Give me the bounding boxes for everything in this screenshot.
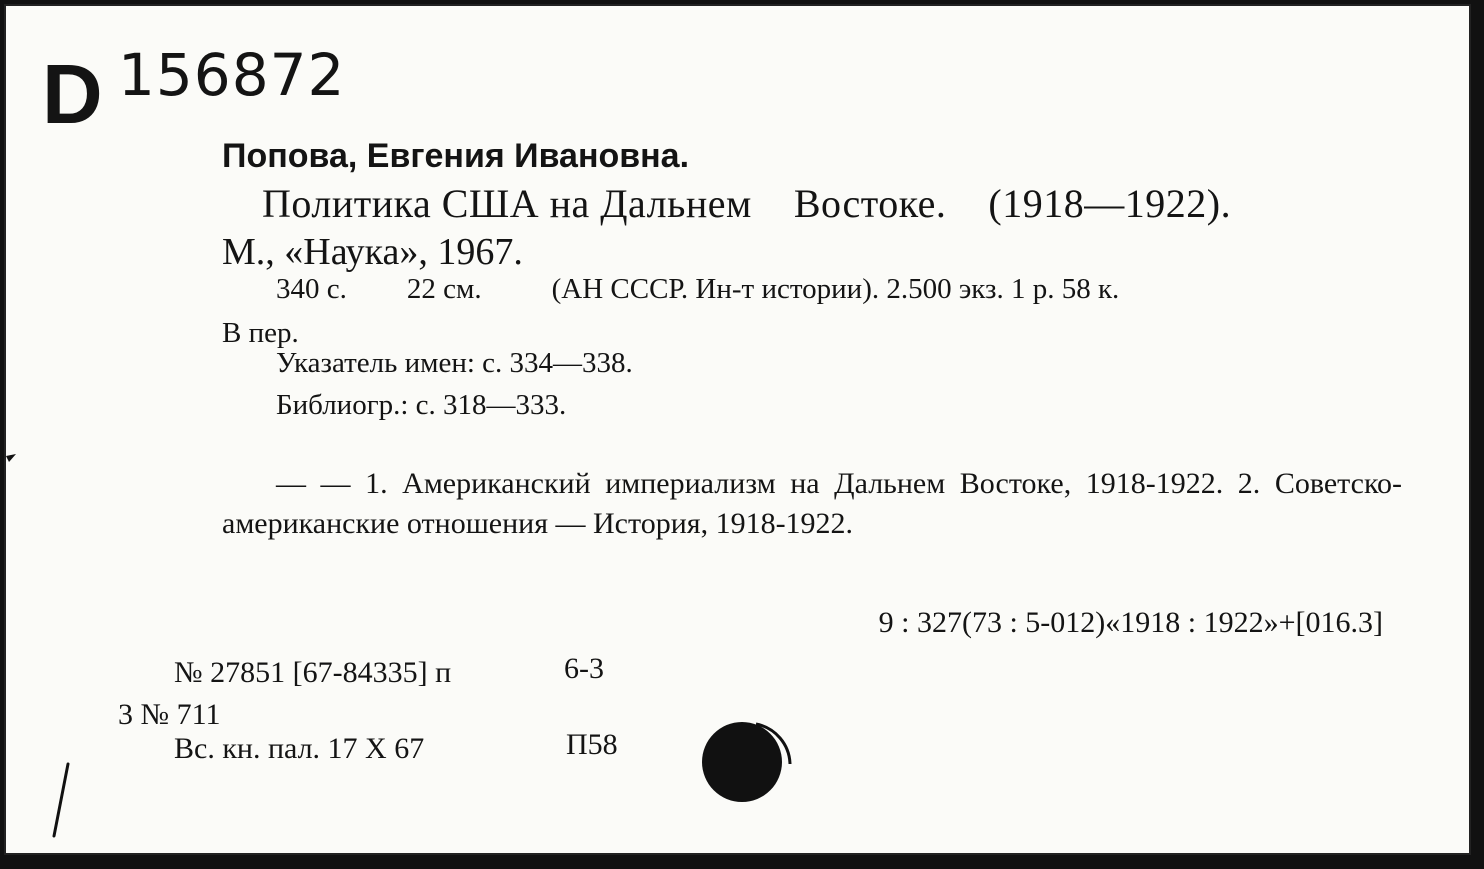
pencil-mark-icon [46,762,76,838]
collation-size: 22 см. [406,273,482,305]
title-region: Востоке. [793,181,947,226]
collation-pages: 340 с. [276,273,347,305]
registration-code: 6-3 [564,652,604,685]
edge-mark-icon [6,452,18,464]
index-note: Указатель имен: с. 334—338. [276,347,633,379]
book-chamber-line: Вс. кн. пал. 17 X 67 [174,732,425,765]
call-number: 156872 [118,41,346,109]
bibliography-note: Библиогр.: с. 318—333. [276,389,567,421]
title-line [262,182,1231,226]
order-number: 3 № 711 [118,698,221,731]
call-letter: D [42,47,101,141]
collation [276,274,1119,306]
catalog-card [4,4,1471,855]
udc-classification: 9 : 327(73 : 5-012)«1918 : 1922»+[016.3] [878,606,1383,639]
price-code: П58 [566,728,618,761]
imprint: М., «Наука», 1967. [222,231,523,273]
series-and-price: (АН СССР. Ин-т истории). 2.500 экз. 1 р. 58 к. [551,273,1120,305]
binding-note: В пер. [222,317,299,349]
title-dates: (1918—1922). [988,181,1232,226]
registration-number: № 27851 [67-84335] п [174,656,452,689]
title-main: Политика США на Дальнем [262,181,752,226]
punch-hole-icon [696,712,792,808]
subject-headings: — — 1. Американский империализм на Дальнем Востоке, 1918-1922. 2. Советско-американские отношения — История, 1918-1922. [222,467,1402,540]
author-heading: Попова, Евгения Ивановна. [222,137,690,175]
